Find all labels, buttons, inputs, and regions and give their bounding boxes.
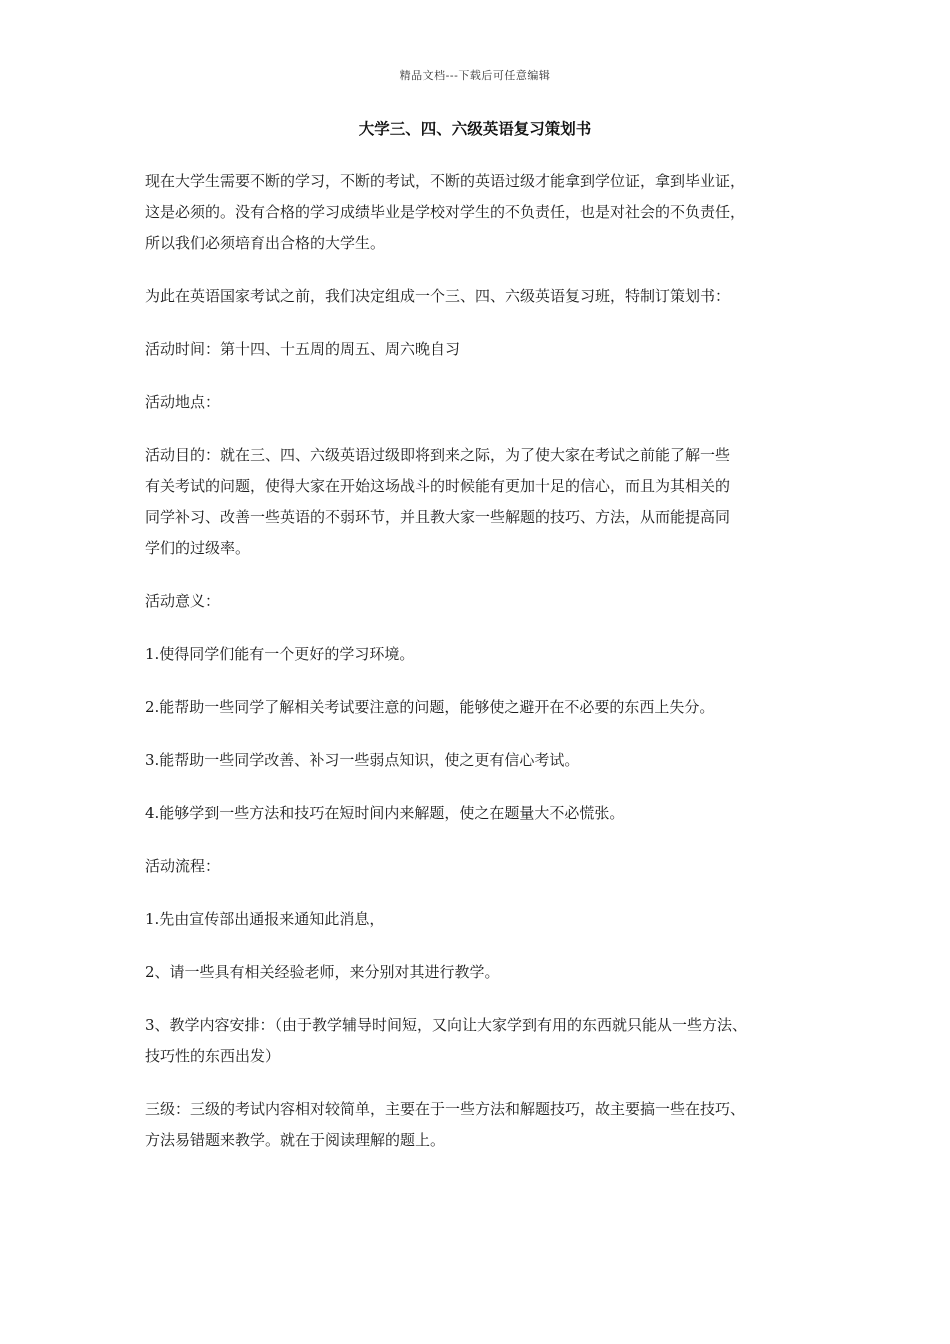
paragraph: [145, 957, 825, 988]
paragraph: [145, 586, 825, 617]
paragraph: [145, 166, 825, 259]
paragraph: [145, 440, 825, 564]
header-note: 精品文档---下载后可任意编辑: [399, 69, 551, 82]
document-body: [145, 166, 825, 1178]
paragraph-line: 活动目的：就在三、四、六级英语过级即将到来之际，为了使大家在考试之前能了解一些: [145, 446, 731, 464]
paragraph: [145, 281, 825, 312]
paragraph: [145, 334, 825, 365]
paragraph: [145, 692, 825, 723]
paragraph-line: 2.能帮助一些同学了解相关考试要注意的问题，能够使之避开在不必要的东西上失分。: [145, 698, 715, 716]
paragraph-line: 有关考试的问题，使得大家在开始这场战斗的时候能有更加十足的信心，而且为其相关的: [145, 477, 731, 495]
paragraph-line: 活动意义：: [145, 592, 221, 610]
paragraph: [145, 745, 825, 776]
paragraph-line: 活动流程：: [145, 857, 221, 875]
paragraph: [145, 387, 825, 418]
paragraph: [145, 798, 825, 829]
paragraph-line: 活动时间：第十四、十五周的周五、周六晚自习: [145, 340, 461, 358]
paragraph-line: 技巧性的东西出发）: [145, 1047, 281, 1065]
paragraph: [145, 639, 825, 670]
paragraph-line: 所以我们必须培育出合格的大学生。: [145, 234, 386, 252]
paragraph-line: 同学补习、改善一些英语的不弱环节，并且教大家一些解题的技巧、方法，从而能提高同: [145, 508, 731, 526]
paragraph-line: 4.能够学到一些方法和技巧在短时间内来解题，使之在题量大不必慌张。: [145, 804, 625, 822]
paragraph-line: 方法易错题来教学。就在于阅读理解的题上。: [145, 1131, 446, 1149]
paragraph-line: 1.使得同学们能有一个更好的学习环境。: [145, 645, 415, 663]
paragraph: [145, 1094, 825, 1156]
paragraph: [145, 851, 825, 882]
paragraph-line: 2、请一些具有相关经验老师，来分别对其进行教学。: [145, 963, 500, 981]
paragraph-line: 学们的过级率。: [145, 539, 251, 557]
paragraph-line: 三级：三级的考试内容相对较简单，主要在于一些方法和解题技巧，故主要搞一些在技巧、: [145, 1100, 746, 1118]
paragraph-line: 现在大学生需要不断的学习，不断的考试，不断的英语过级才能拿到学位证，拿到毕业证，: [145, 172, 746, 190]
paragraph: [145, 1010, 825, 1072]
paragraph-line: 1.先由宣传部出通报来通知此消息，: [145, 910, 385, 928]
paragraph-line: 这是必须的。没有合格的学习成绩毕业是学校对学生的不负责任，也是对社会的不负责任，: [145, 203, 746, 221]
paragraph-line: 活动地点：: [145, 393, 221, 411]
document-title: 大学三、四、六级英语复习策划书: [358, 119, 592, 138]
paragraph: [145, 904, 825, 935]
paragraph-line: 3.能帮助一些同学改善、补习一些弱点知识，使之更有信心考试。: [145, 751, 580, 769]
paragraph-line: 3、教学内容安排：（由于教学辅导时间短，又向让大家学到有用的东西就只能从一些方法、: [145, 1016, 748, 1034]
paragraph-line: 为此在英语国家考试之前，我们决定组成一个三、四、六级英语复习班，特制订策划书：: [145, 287, 731, 305]
